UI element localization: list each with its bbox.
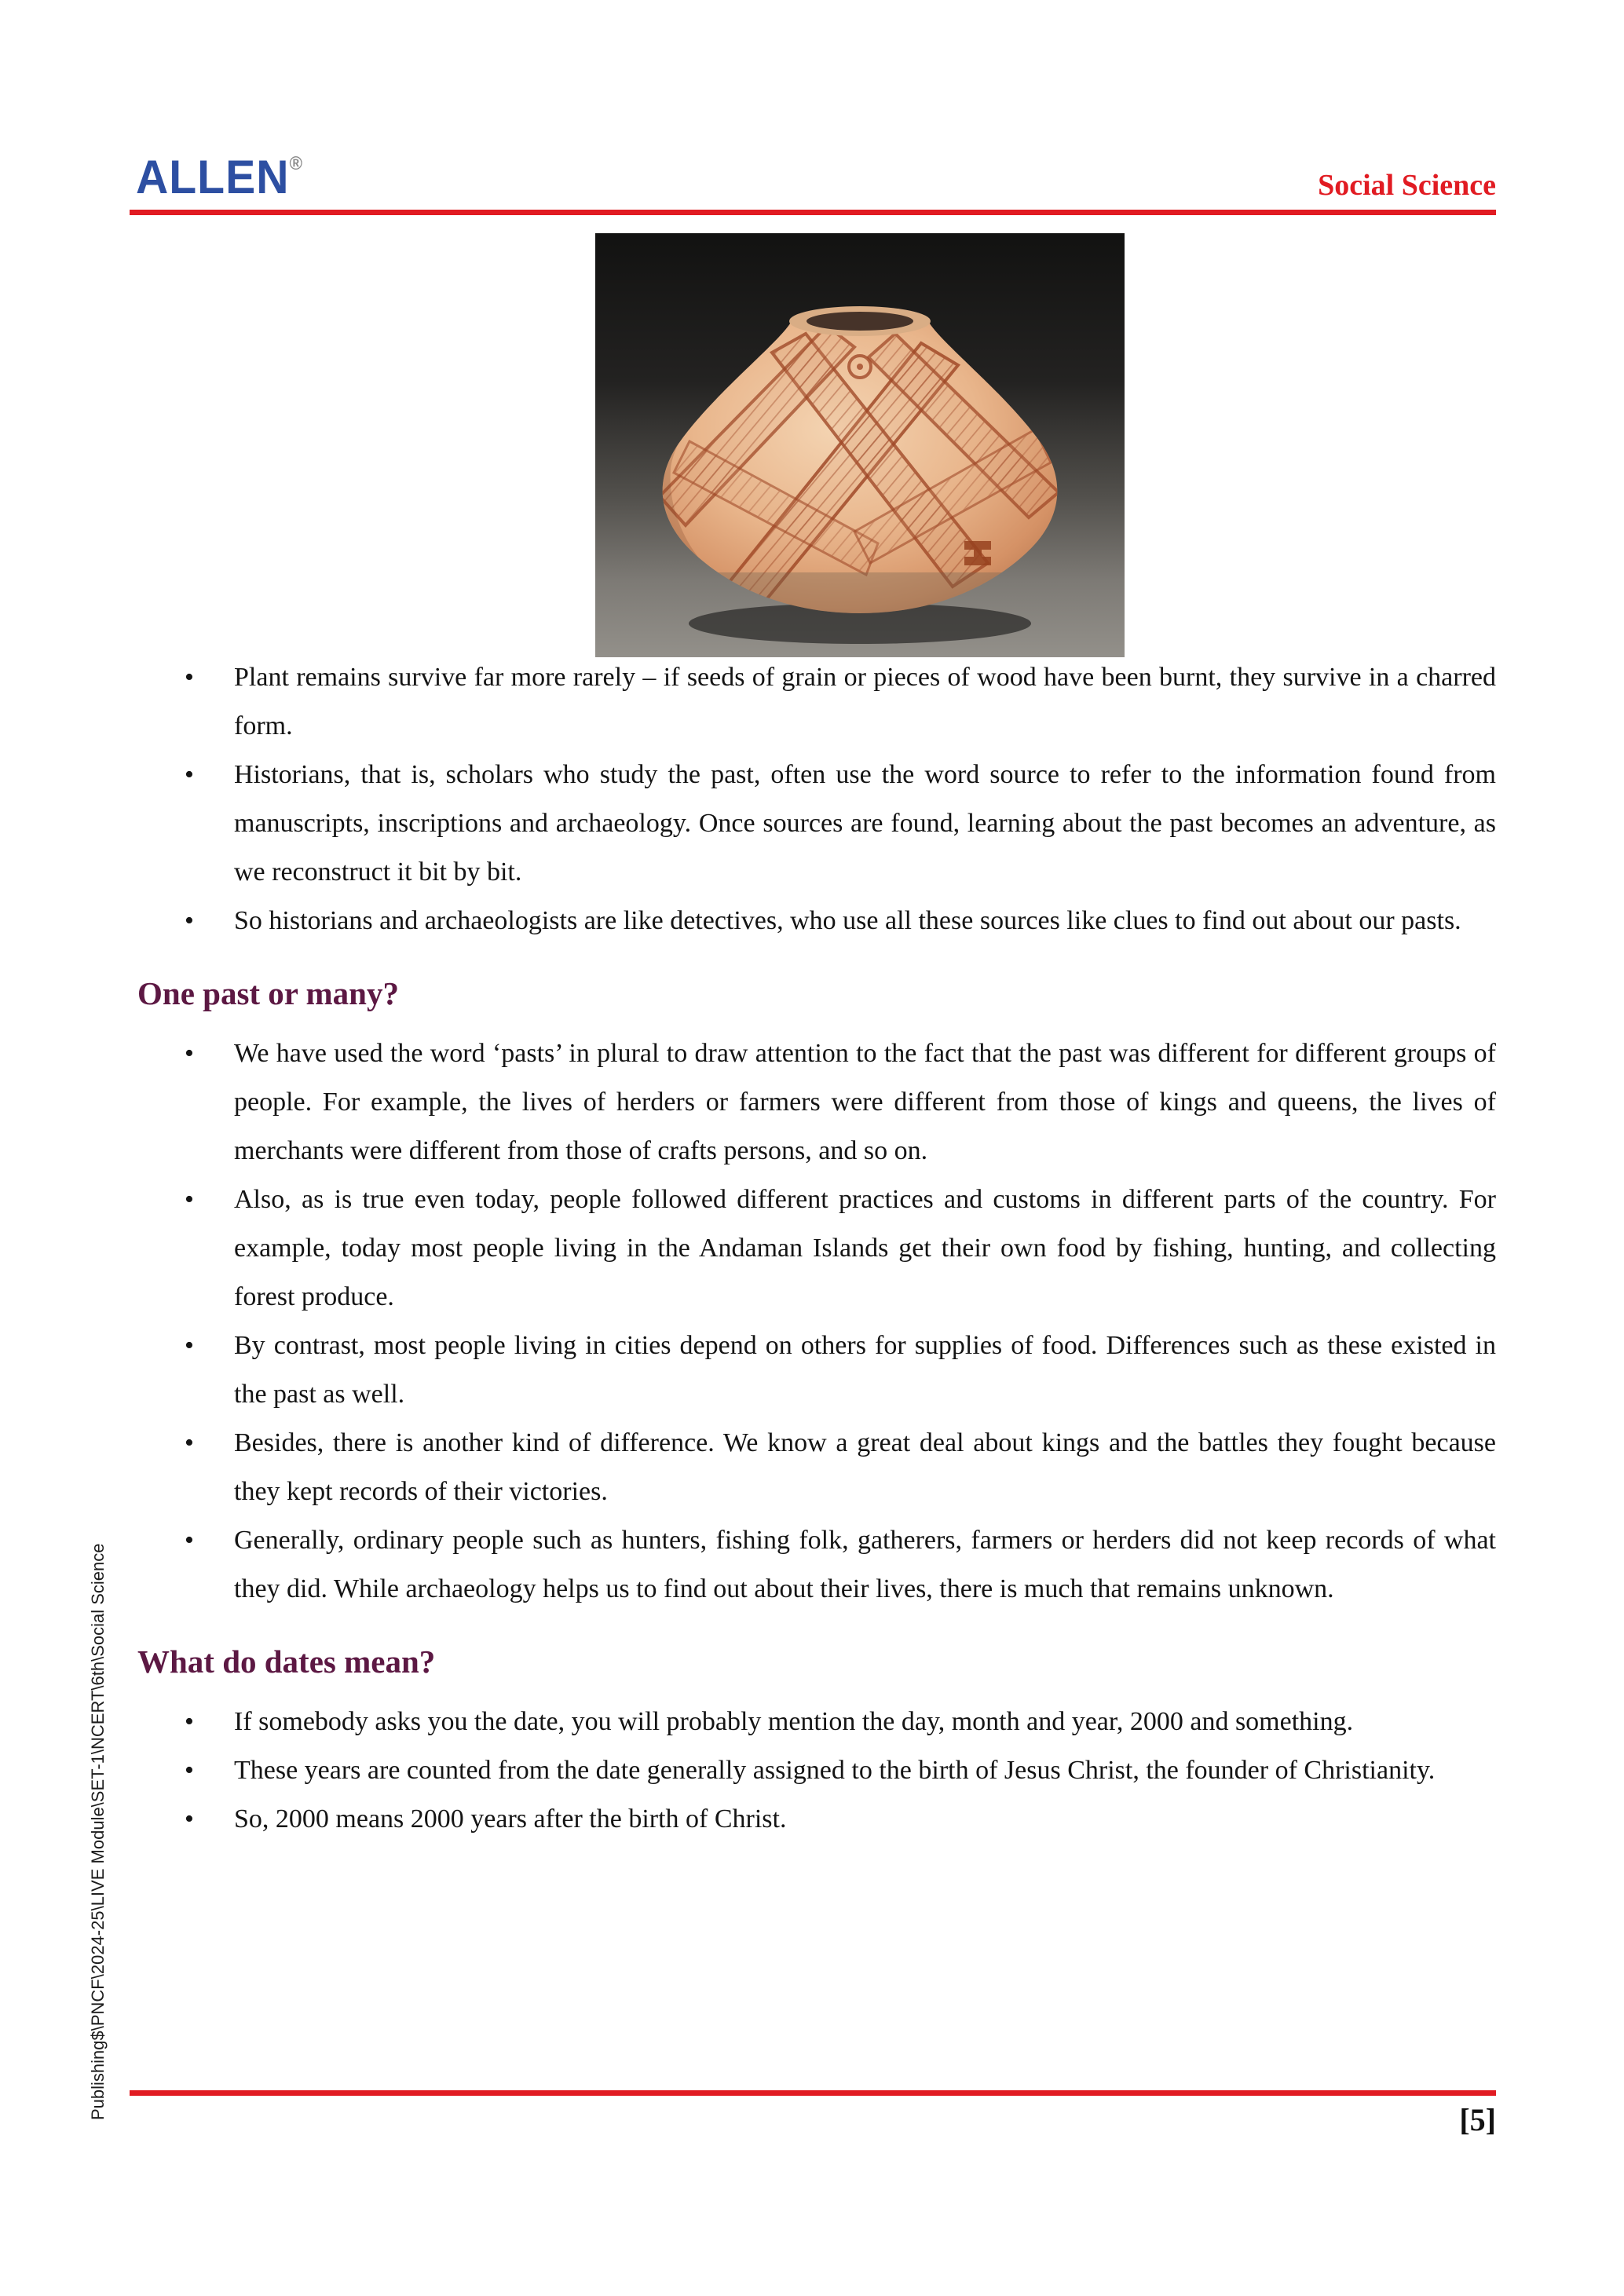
list-item xyxy=(137,751,1496,897)
bullet-icon: • xyxy=(185,1331,194,1360)
bullet-list xyxy=(137,653,1496,945)
list-item xyxy=(137,1795,1496,1844)
list-item xyxy=(137,1419,1496,1516)
allen-logo-text: ALLEN xyxy=(136,150,290,204)
bullet-icon: • xyxy=(185,1185,194,1214)
list-item xyxy=(137,1322,1496,1419)
page-number: [5] xyxy=(1459,2102,1496,2137)
bullet-icon: • xyxy=(185,1526,194,1555)
section-heading-one-past-or-many: One past or many? xyxy=(137,975,399,1011)
bullet-text: By contrast, most people living in cities depend on others for supplies of food. Differences such as these existed in the past as well. xyxy=(234,1331,1496,1409)
footer-rule xyxy=(130,2090,1496,2096)
bullet-text: These years are counted from the date generally assigned to the birth of Jesus Christ, the founder of Christianity. xyxy=(234,1756,1436,1785)
registered-trademark-icon: ® xyxy=(289,152,303,174)
page-header xyxy=(130,149,1496,204)
bullet-text: We have used the word ‘pasts’ in plural to draw attention to the fact that the past was different for different groups of people. For example, the lives of herders or farmers were different from those of kings and queens, the lives of merchants were different from those of crafts persons, and so on. xyxy=(234,1039,1496,1165)
list-item xyxy=(137,897,1496,945)
section-heading-what-do-dates-mean: What do dates mean? xyxy=(137,1643,436,1680)
list-item xyxy=(137,1029,1496,1175)
publishing-path-sidebar: Publishing$\PNCF\2024-25\LIVE Module\SET-1\NCERT\6th\Social Science xyxy=(88,1543,108,2120)
bullet-icon: • xyxy=(185,1039,194,1068)
bullet-icon: • xyxy=(185,1804,194,1834)
bullet-text: So, 2000 means 2000 years after the birth of Christ. xyxy=(234,1804,787,1834)
bullet-list xyxy=(137,1698,1496,1844)
bullet-text: Historians, that is, scholars who study the past, often use the word source to refer to the information found from manuscripts, inscriptions and archaeology. Once sources are found, learning about the past becomes an adventure, as we reconstruct it bit by bit. xyxy=(234,760,1496,887)
list-item xyxy=(137,653,1496,751)
list-item xyxy=(137,1175,1496,1322)
list-item xyxy=(137,1516,1496,1614)
bullet-text: Plant remains survive far more rarely – if seeds of grain or pieces of wood have been burnt, they survive in a charred form. xyxy=(234,663,1496,740)
list-item xyxy=(137,1698,1496,1746)
pot-image xyxy=(595,233,1125,657)
allen-logo xyxy=(136,149,302,204)
bullet-icon: • xyxy=(185,1428,194,1457)
bullet-list xyxy=(137,1029,1496,1614)
bullet-text: So historians and archaeologists are like detectives, who use all these sources like clues to find out about our pasts. xyxy=(234,906,1461,935)
bullet-text: Generally, ordinary people such as hunters, fishing folk, gatherers, farmers or herders did not keep records of what they did. While archaeology helps us to find out about their lives, there is much that remains unknown. xyxy=(234,1526,1496,1603)
bullet-icon: • xyxy=(185,760,194,789)
bullet-text: If somebody asks you the date, you will probably mention the day, month and year, 2000 and something. xyxy=(234,1707,1354,1736)
bullet-icon: • xyxy=(185,1707,194,1736)
bullet-icon: • xyxy=(185,1756,194,1785)
header-rule xyxy=(130,210,1496,215)
bullet-icon: • xyxy=(185,663,194,692)
list-item xyxy=(137,1746,1496,1795)
bullet-text: Besides, there is another kind of difference. We know a great deal about kings and the battles they fought because they kept records of their victories. xyxy=(234,1428,1496,1506)
subject-title: Social Science xyxy=(1318,169,1496,202)
pot-photo xyxy=(595,233,1125,657)
bullet-text: Also, as is true even today, people followed different practices and customs in different parts of the country. For example, today most people living in the Andaman Islands get their own food by fishing, hunting, and collecting forest produce. xyxy=(234,1185,1496,1311)
bullet-icon: • xyxy=(185,906,194,935)
pot-opening xyxy=(807,312,913,331)
content xyxy=(137,653,1496,1844)
